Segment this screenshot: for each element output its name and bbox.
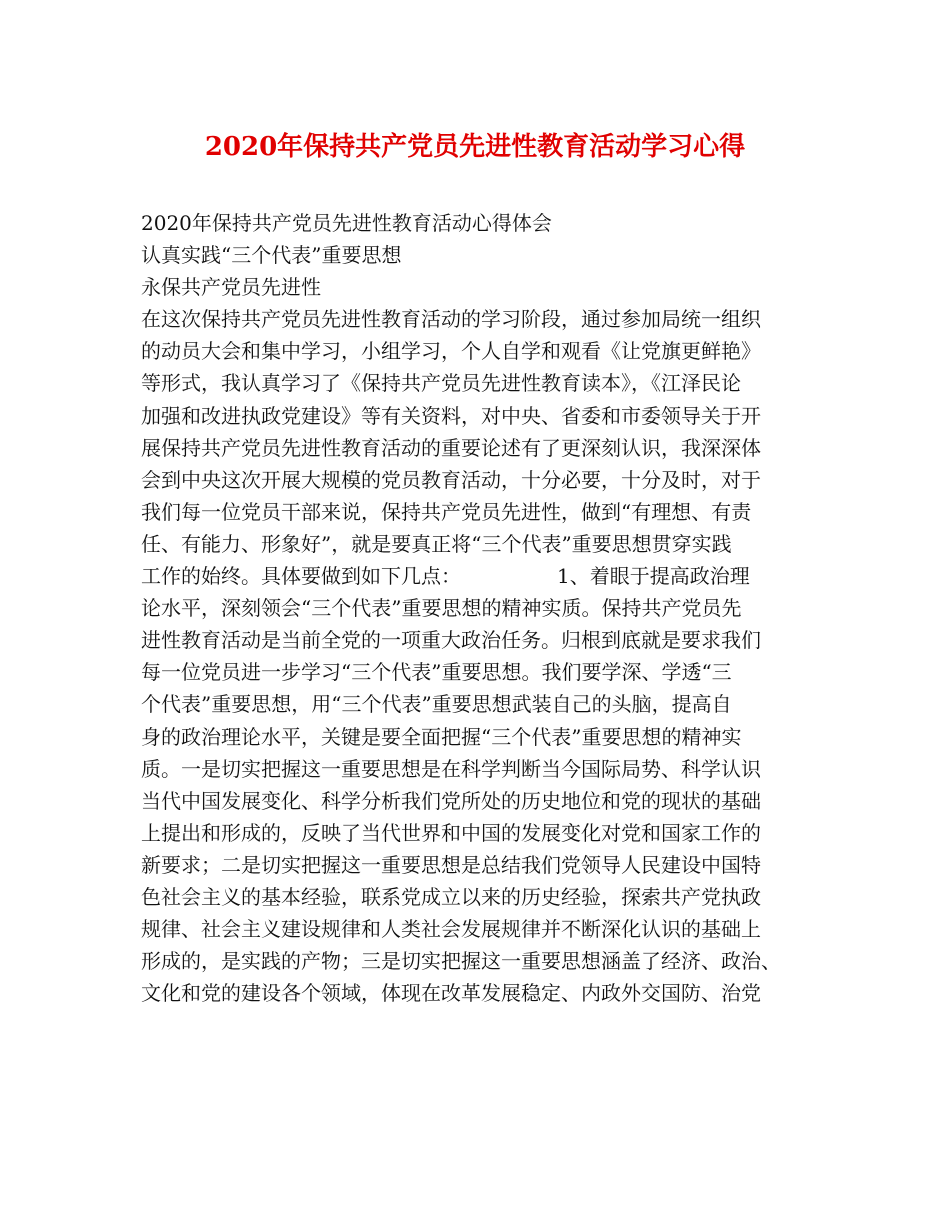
body-line: 当代中国发展变化、科学分析我们党所处的历史地位和党的现状的基础 <box>141 788 761 813</box>
body-line: 形成的，是实践的产物；三是切实把握这一重要思想涵盖了经济、政治、 <box>141 949 781 974</box>
body-line: 任、有能力、形象好”，就是要真正将“三个代表”重要思想贯穿实践 <box>141 531 732 556</box>
body-line: 加强和改进执政党建设》等有关资料，对中央、省委和市委领导关于开 <box>141 403 761 428</box>
body-line: 进性教育活动是当前全党的一项重大政治任务。归根到底就是要求我们 <box>141 628 761 653</box>
body-line: 文化和党的建设各个领域，体现在改革发展稳定、内政外交国防、治党 <box>141 981 761 1006</box>
body-line: 每一位党员进一步学习“三个代表”重要思想。我们要学深、学透“三 <box>141 660 732 685</box>
body-line: 会到中央这次开展大规模的党员教育活动，十分必要，十分及时，对于 <box>141 467 761 492</box>
body-line: 色社会主义的基本经验，联系党成立以来的历史经验，探索共产党执政 <box>141 884 761 909</box>
body-line-start: 工作的始终。具体要做到如下几点： <box>141 564 461 589</box>
body-line: 规律、社会主义建设规律和人类社会发展规律并不断深化认识的基础上 <box>141 917 761 942</box>
body-line: 质。一是切实把握这一重要思想是在科学判断当今国际局势、科学认识 <box>141 756 761 781</box>
body-line: 上提出和形成的，反映了当代世界和中国的发展变化对党和国家工作的 <box>141 820 761 845</box>
body-line: 在这次保持共产党员先进性教育活动的学习阶段，通过参加局统一组织 <box>141 307 761 332</box>
body-line: 认真实践“三个代表”重要思想 <box>141 243 402 268</box>
body-line-point: 1、着眼于提高政治理 <box>557 564 750 589</box>
body-line: 的动员大会和集中学习，小组学习，个人自学和观看《让党旗更鲜艳》 <box>141 339 761 364</box>
body-line: 论水平，深刻领会“三个代表”重要思想的精神实质。保持共产党员先 <box>141 596 742 621</box>
document-title: 2020年保持共产党员先进性教育活动学习心得 <box>204 132 746 162</box>
body-line: 等形式，我认真学习了《保持共产党员先进性教育读本》，《江泽民论 <box>141 371 741 396</box>
body-line-split <box>141 560 821 592</box>
document-body <box>141 207 821 1009</box>
body-line: 永保共产党员先进性 <box>141 275 321 300</box>
body-line: 我们每一位党员干部来说，保持共产党员先进性，做到“有理想、有责 <box>141 499 752 524</box>
body-line: 个代表”重要思想，用“三个代表”重要思想武装自己的头脑，提高自 <box>141 692 732 717</box>
body-line: 新要求；二是切实把握这一重要思想是总结我们党领导人民建设中国特 <box>141 852 761 877</box>
body-line: 身的政治理论水平，关键是要全面把握“三个代表”重要思想的精神实 <box>141 724 742 749</box>
body-line: 2020年保持共产党员先进性教育活动心得体会 <box>141 211 552 235</box>
body-line: 展保持共产党员先进性教育活动的重要论述有了更深刻认识，我深深体 <box>141 435 761 460</box>
